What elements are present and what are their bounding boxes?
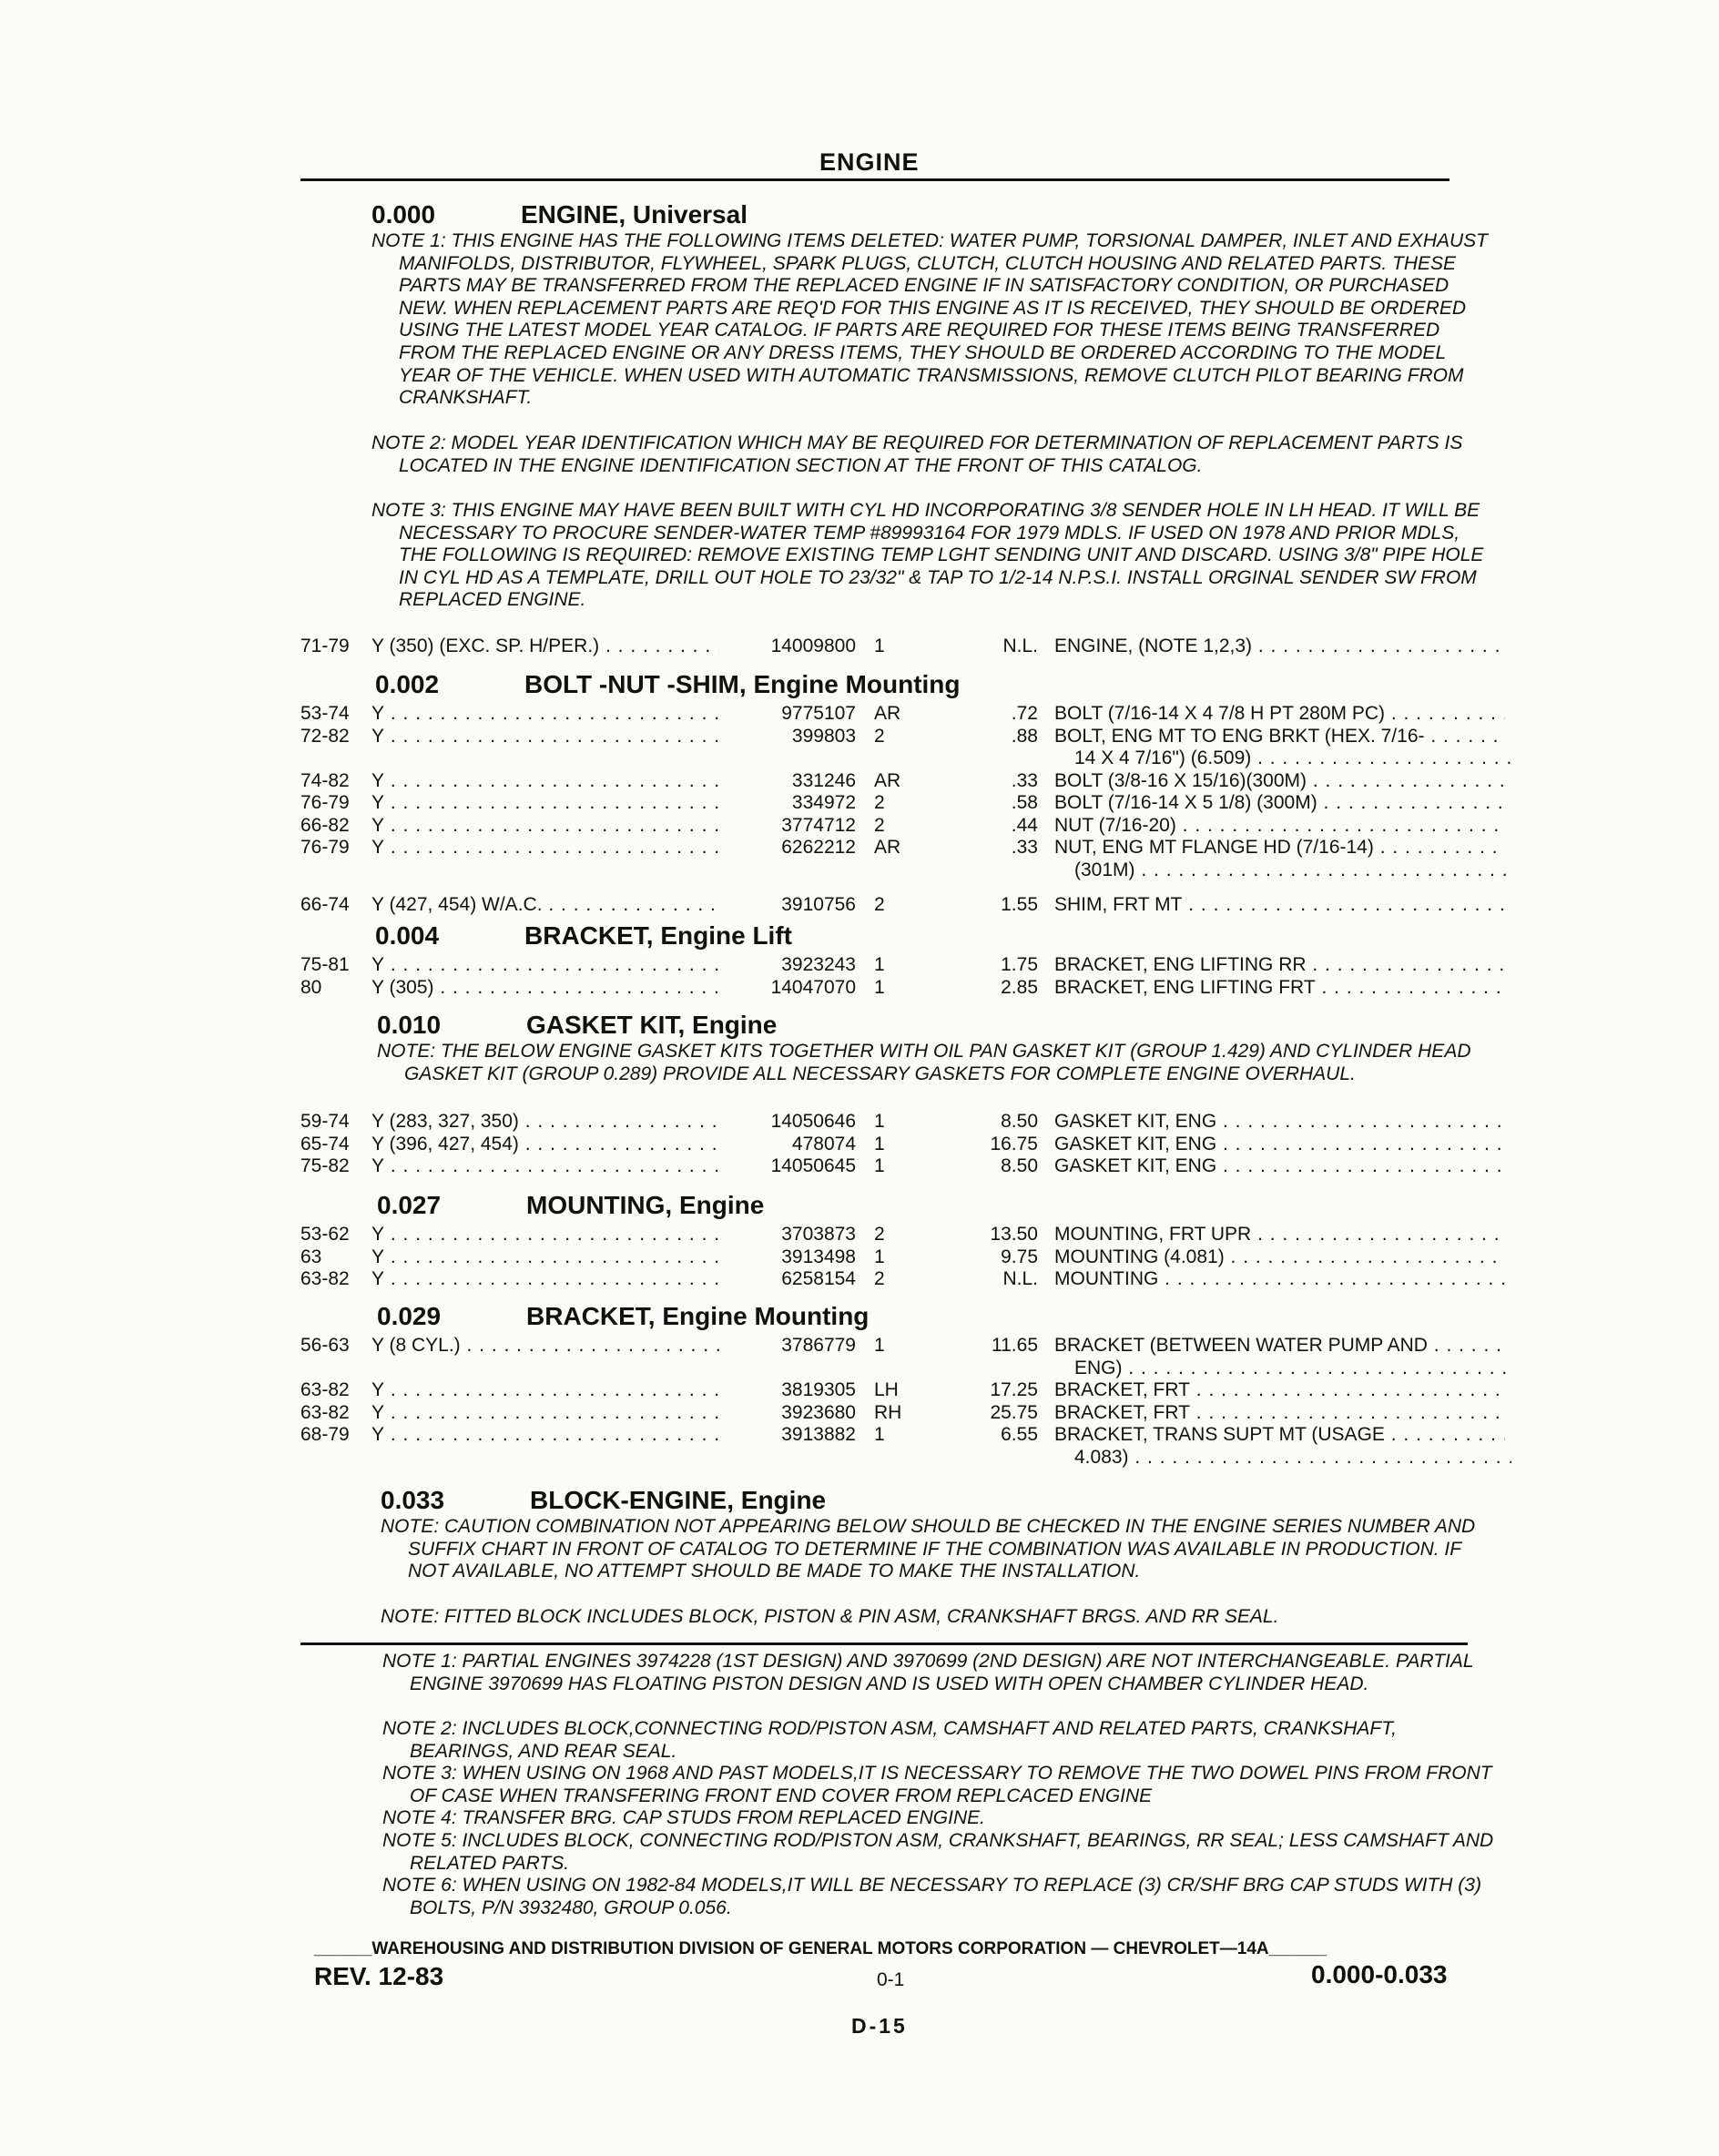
section-number: 0.010 [377,1011,442,1039]
section-heading [377,1011,777,1040]
description: SHIM, FRT MT . . . [1054,894,1505,916]
application: Y (305) . . . [371,977,790,999]
price: 16.75 [990,1133,1038,1154]
price: .72 [1011,703,1038,724]
model-years: 65-74 [300,1133,350,1154]
table-row [300,1379,1457,1403]
model-years: 74-82 [300,769,350,791]
description: GASKET KIT, ENG . . . [1054,1111,1505,1133]
price: 2.85 [1001,976,1038,998]
description: BOLT, ENG MT TO ENG BRKT (HEX. 7/16- . . . [1054,726,1505,747]
section-number: 0.027 [377,1191,442,1219]
table-row [300,1268,1457,1292]
part-number: 14050646 [719,1111,856,1133]
price: 8.50 [1001,1111,1038,1132]
part-number: 3774712 [719,815,856,837]
application: Y (350) (EXC. SP. H/PER.) . . . [371,636,790,657]
section-heading [375,670,961,699]
quantity: AR [874,769,901,791]
description: BRACKET, ENG LIFTING FRT . . . [1054,977,1505,999]
price: .88 [1011,725,1038,747]
description: MOUNTING (4.081) . . . [1054,1246,1505,1268]
page-title: ENGINE [819,148,920,176]
section-title: MOUNTING, Engine [526,1191,765,1219]
table-row [300,1111,1457,1134]
part-number: 6262212 [719,837,856,859]
table-row [300,770,1457,794]
description: BOLT (3/8-16 X 15/16)(300M) . . . [1054,770,1505,792]
model-years: 76-79 [300,792,350,813]
application: Y . . . [371,954,790,976]
price: 9.75 [1001,1246,1038,1267]
section-title: BRACKET, Engine Lift [524,921,792,950]
price: 17.25 [990,1379,1038,1400]
page-number: 0-1 [877,1969,905,1990]
section-heading [375,921,792,951]
section-title: ENGINE, Universal [521,200,748,229]
part-number: 3819305 [719,1379,856,1401]
table-row [300,894,1457,918]
quantity: 2 [874,1268,885,1289]
model-years: 56-63 [300,1335,350,1356]
model-years: 66-82 [300,814,350,836]
description: BRACKET, ENG LIFTING RR . . . [1054,954,1505,976]
description-continued: ENG) . . . [1074,1358,1511,1379]
application: Y . . . [371,1379,790,1401]
note: NOTE 6: WHEN USING ON 1982-84 MODELS,IT WILL BE NECESSARY TO REPLACE (3) CR/SHF BRG CAP STUDS WITH (3) BOLTS, P/N 3932480, GROUP 0.056. [382,1875,1481,1918]
description: MOUNTING, FRT UPR . . . [1054,1224,1505,1246]
quantity: 2 [874,1224,885,1245]
note: NOTE 3: WHEN USING ON 1968 AND PAST MODELS,IT IS NECESSARY TO REMOVE THE TWO DOWEL PINS FROM FRONT OF CASE WHEN TRANSFERING FRONT END COVER FROM REPLCACED ENGINE [382,1763,1492,1806]
quantity: 2 [874,792,885,813]
application: Y . . . [371,1268,790,1290]
description: BRACKET, TRANS SUPT MT (USAGE . . . [1054,1424,1505,1446]
model-years: 63-82 [300,1379,350,1400]
description: BRACKET, FRT . . . [1054,1402,1505,1424]
section-number: 0.033 [381,1486,445,1514]
model-years: 63-82 [300,1401,350,1423]
note: NOTE 4: TRANSFER BRG. CAP STUDS FROM REPLACED ENGINE. [382,1807,985,1828]
model-years: 53-62 [300,1224,350,1245]
model-years: 72-82 [300,725,350,747]
quantity: 1 [874,1111,885,1132]
description-continued: 14 X 4 7/16") (6.509) . . . [1074,747,1511,769]
price: 11.65 [992,1335,1038,1356]
table-row [300,726,1457,749]
description-continued: (301M) . . . [1074,859,1511,881]
price: N.L. [1002,636,1038,656]
section-title: GASKET KIT, Engine [526,1011,778,1039]
section-heading [377,1302,869,1331]
model-years: 76-79 [300,837,350,858]
model-years: 71-79 [300,636,350,656]
application: Y . . . [371,703,790,725]
description-continued: 4.083) . . . [1074,1447,1511,1469]
price: .33 [1011,837,1038,858]
model-years: 53-74 [300,703,350,724]
section-title: BRACKET, Engine Mounting [526,1302,870,1330]
quantity: 1 [874,1155,885,1176]
price: 1.75 [1001,954,1038,975]
table-row [300,1224,1457,1247]
part-number: 399803 [719,726,856,747]
application: Y (283, 327, 350) . . . [371,1111,790,1133]
section-title: BLOCK-ENGINE, Engine [530,1486,827,1514]
table-row [300,1424,1457,1448]
quantity: 1 [874,1424,885,1445]
group-range: 0.000-0.033 [1311,1960,1448,1988]
model-years: 75-81 [300,954,350,975]
quantity: AR [874,837,901,858]
application: Y . . . [371,1424,790,1446]
quantity: 1 [874,1335,885,1356]
application: Y . . . [371,770,790,792]
application: Y . . . [371,1402,790,1424]
description: GASKET KIT, ENG . . . [1054,1155,1505,1177]
table-row [300,837,1457,860]
application: Y (396, 427, 454) . . . [371,1134,790,1155]
price: 6.55 [1001,1424,1038,1445]
part-number: 14050645 [719,1155,856,1177]
price: .33 [1011,769,1038,791]
revision-label: REV. 12-83 [314,1962,444,1990]
application: Y . . . [371,837,790,859]
note: NOTE 2: MODEL YEAR IDENTIFICATION WHICH MAY BE REQUIRED FOR DETERMINATION OF REPLACEMENT PARTS IS LOCATED IN THE ENGINE IDENTIFICATION SECTION AT THE FRONT OF THIS CATALOG. [371,432,1463,476]
section-heading [371,200,748,229]
description: BOLT (7/16-14 X 4 7/8 H PT 280M PC) . . . [1054,703,1505,725]
table-row [300,1246,1457,1270]
price: N.L. [1002,1268,1038,1289]
part-number: 14009800 [719,636,856,657]
note: NOTE 1: PARTIAL ENGINES 3974228 (1ST DESIGN) AND 3970699 (2ND DESIGN) ARE NOT INTERCHANGEABLE. PARTIAL ENGINE 3970699 HAS FLOATING PISTON DESIGN AND IS USED WITH OPEN CHAMBER CYLINDER HEAD. [382,1651,1474,1694]
application: Y (8 CYL.) . . . [371,1335,790,1357]
description: BRACKET (BETWEEN WATER PUMP AND . . . [1054,1335,1505,1357]
part-number: 3786779 [719,1335,856,1357]
application: Y . . . [371,1155,790,1177]
section-title: BOLT -NUT -SHIM, Engine Mounting [524,670,961,698]
price: 13.50 [990,1224,1038,1245]
quantity: LH [874,1379,899,1400]
quantity: 2 [874,725,885,747]
table-row [300,977,1457,1001]
description: GASKET KIT, ENG . . . [1054,1134,1505,1155]
quantity: 1 [874,1133,885,1154]
note: NOTE 1: THIS ENGINE HAS THE FOLLOWING ITEMS DELETED: WATER PUMP, TORSIONAL DAMPER, INLET AND EXHAUST MANIFOLDS, DISTRIBUTOR, FLYWHEEL, SPARK PLUGS, CLUTCH, CLUTCH HOUSING AND RELATED PARTS. THESE PARTS MAY BE TRANSFERRED FROM THE REPLACED ENGINE IF IN SATISFACTORY CONDITION, OR PURCHASED NEW. WHEN REPLACEMENT PARTS ARE REQ'D FOR THIS ENGINE AS IT IS RECEIVED, THEY SHOULD BE ORDERED USING THE LATEST MODEL YEAR CATALOG. IF PARTS ARE REQUIRED FOR THESE ITEMS BEING TRANSFERRED FROM THE REPLACED ENGINE OR ANY DRESS ITEMS, THEY SHOULD BE ORDERED ACCORDING TO THE MODEL YEAR OF THE VEHICLE. WHEN USED WITH AUTOMATIC TRANSMISSIONS, REMOVE CLUTCH PILOT BEARING FROM CRANKSHAFT. [371,230,1488,409]
application: Y (427, 454) W/A.C. . . . [371,894,790,916]
part-number: 6258154 [719,1268,856,1290]
table-row [300,1402,1457,1426]
part-number: 3923243 [719,954,856,976]
model-years: 80 [300,976,322,998]
section-heading [377,1191,764,1220]
section-number: 0.002 [375,670,440,698]
part-number: 334972 [719,792,856,814]
note: NOTE: CAUTION COMBINATION NOT APPEARING BELOW SHOULD BE CHECKED IN THE ENGINE SERIES NUMBER AND SUFFIX CHART IN FRONT OF CATALOG TO DETERMINE IF THE COMBINATION WAS AVAILABLE IN PRODUCTION. IF NOT AVAILABLE, NO ATTEMPT SHOULD BE MADE TO MAKE THE INSTALLATION. [381,1516,1476,1582]
description: BOLT (7/16-14 X 5 1/8) (300M) . . . [1054,792,1505,814]
application: Y . . . [371,1224,790,1246]
description: NUT (7/16-20) . . . [1054,815,1505,837]
description: BRACKET, FRT . . . [1054,1379,1505,1401]
model-years: 63-82 [300,1268,350,1289]
header-rule [300,178,1449,181]
description: NUT, ENG MT FLANGE HD (7/16-14) . . . [1054,837,1505,859]
note: NOTE 3: THIS ENGINE MAY HAVE BEEN BUILT WITH CYL HD INCORPORATING 3/8 SENDER HOLE IN LH HEAD. IT WILL BE NECESSARY TO PROCURE SENDER-WATER TEMP #89993164 FOR 1979 MDLS. IF USED ON 1978 AND PRIOR MDLS, THE FOLLOWING IS REQUIRED: REMOVE EXISTING TEMP LGHT SENDING UNIT AND DISCARD. USING 3/8" PIPE HOLE IN CYL HD AS A TEMPLATE, DRILL OUT HOLE TO 23/32" & TAP TO 1/2-14 N.P.S.I. INSTALL ORGINAL SENDER SW FROM REPLACED ENGINE. [371,500,1484,611]
quantity: RH [874,1401,902,1423]
note: NOTE 5: INCLUDES BLOCK, CONNECTING ROD/PISTON ASM, CRANKSHAFT, BEARINGS, RR SEAL; LESS CAMSHAFT AND RELATED PARTS. [382,1830,1494,1874]
section-number: 0.000 [371,200,436,229]
model-years: 68-79 [300,1424,350,1445]
table-row [300,792,1457,816]
table-row [300,1134,1457,1157]
section-number: 0.029 [377,1302,442,1330]
quantity: 2 [874,814,885,836]
table-row [300,954,1457,978]
table-row [300,1155,1457,1179]
document-number: D-15 [851,2014,908,2038]
part-number: 3913882 [719,1424,856,1446]
quantity: 2 [874,894,885,915]
table-row [300,815,1457,839]
table-row [300,1335,1457,1358]
model-years: 63 [300,1246,322,1267]
model-years: 59-74 [300,1111,350,1132]
quantity: 1 [874,976,885,998]
price: 8.50 [1001,1155,1038,1176]
table-row [300,703,1457,727]
note: NOTE 2: INCLUDES BLOCK,CONNECTING ROD/PISTON ASM, CAMSHAFT AND RELATED PARTS, CRANKSHAFT, BEARINGS, AND REAR SEAL. [382,1718,1397,1762]
note: NOTE: THE BELOW ENGINE GASKET KITS TOGETHER WITH OIL PAN GASKET KIT (GROUP 1.429) AND CYLINDER HEAD GASKET KIT (GROUP 0.289) PROVIDE ALL NECESSARY GASKETS FOR COMPLETE ENGINE OVERHAUL. [377,1041,1471,1084]
note: NOTE: FITTED BLOCK INCLUDES BLOCK, PISTON & PIN ASM, CRANKSHAFT BRGS. AND RR SEAL. [381,1606,1279,1627]
part-number: 3913498 [719,1246,856,1268]
section-rule [300,1642,1468,1645]
description: MOUNTING . . . [1054,1268,1505,1290]
quantity: 1 [874,636,885,656]
part-number: 3910756 [719,894,856,916]
application: Y . . . [371,815,790,837]
price: .58 [1011,792,1038,813]
table-row [300,636,1457,659]
application: Y . . . [371,1246,790,1268]
part-number: 3703873 [719,1224,856,1246]
section-number: 0.004 [375,921,440,950]
part-number: 3923680 [719,1402,856,1424]
part-number: 478074 [719,1134,856,1155]
quantity: 1 [874,954,885,975]
part-number: 9775107 [719,703,856,725]
publisher-line: ______WAREHOUSING AND DISTRIBUTION DIVISION OF GENERAL MOTORS CORPORATION — CHEVROLET—14A______ [314,1939,1327,1958]
application: Y . . . [371,726,790,747]
section-heading [381,1486,826,1515]
part-number: 14047070 [719,977,856,999]
part-number: 331246 [719,770,856,792]
quantity: AR [874,703,901,724]
model-years: 66-74 [300,894,350,915]
application: Y . . . [371,792,790,814]
model-years: 75-82 [300,1155,350,1176]
price: 1.55 [1001,894,1038,915]
quantity: 1 [874,1246,885,1267]
price: 25.75 [990,1401,1038,1423]
description: ENGINE, (NOTE 1,2,3) . . . [1054,636,1505,657]
price: .44 [1011,814,1038,836]
